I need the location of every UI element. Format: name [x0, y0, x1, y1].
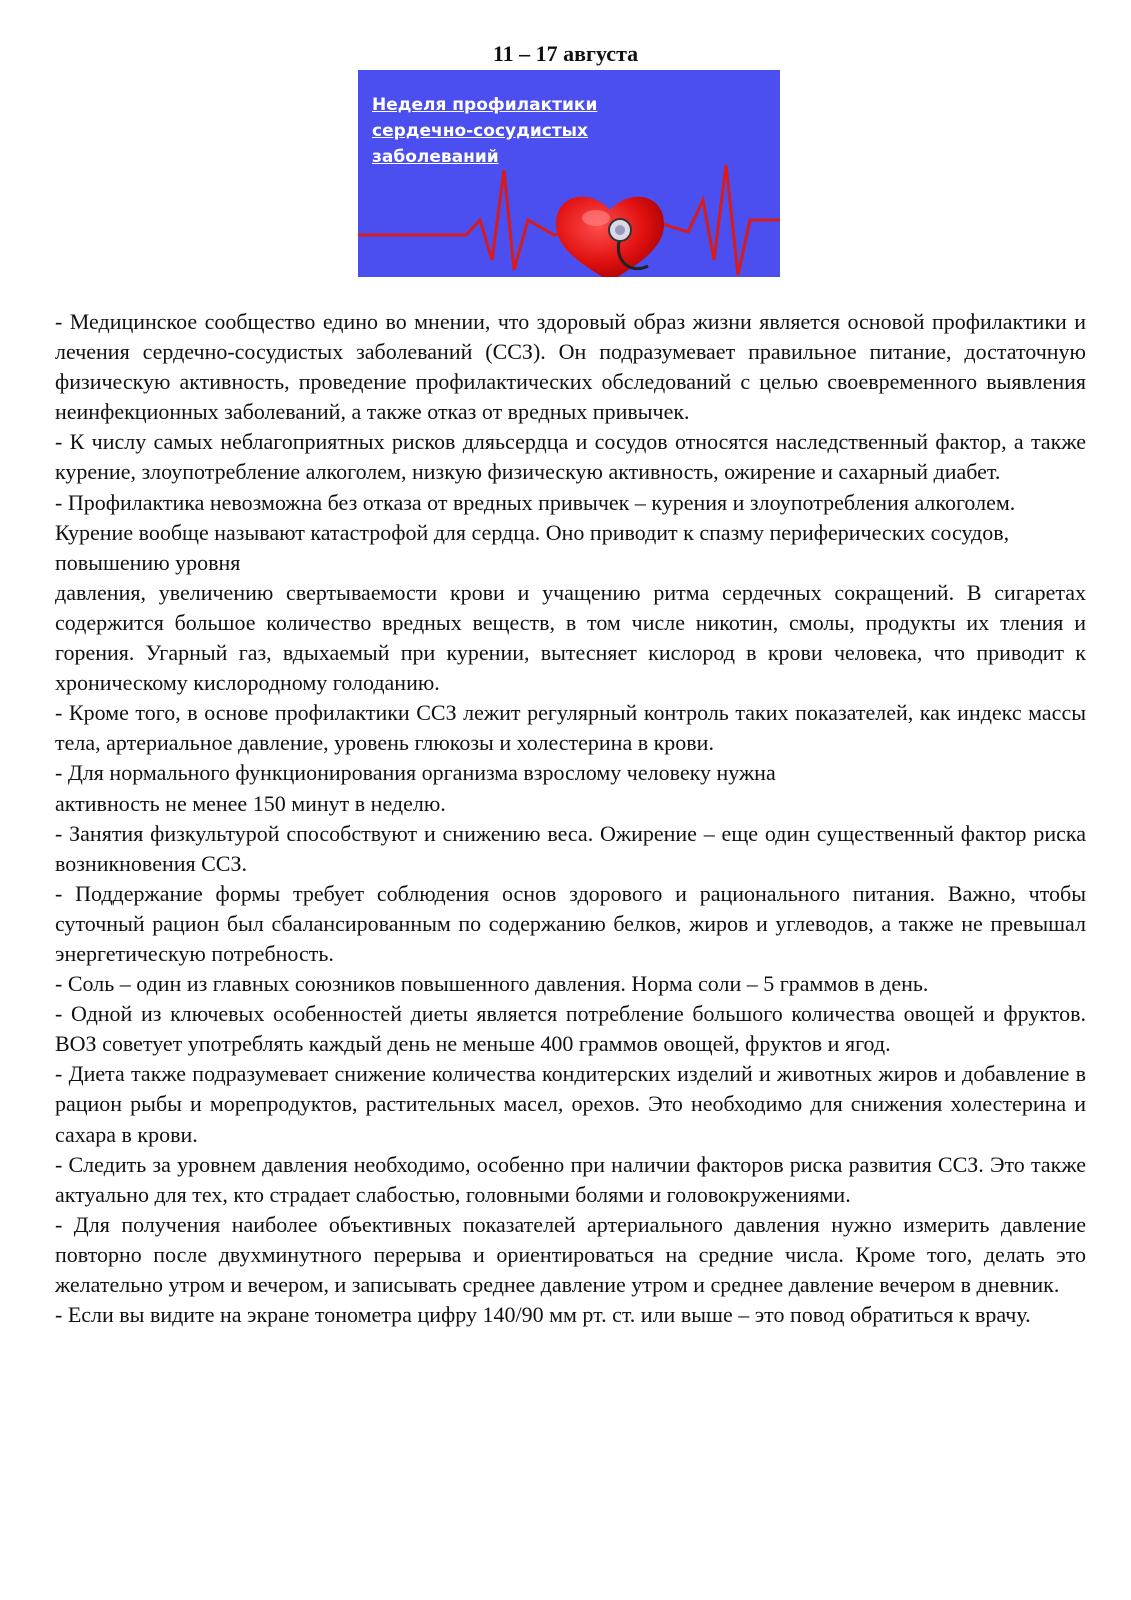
paragraph-healthy-lifestyle: - Медицинское сообщество едино во мнении, что здоровый образ жизни является основой профилактики и лечения сердечно-сосудистых заболеваний (ССЗ). Он подразумевает правильное питание, достаточную физическую активность, проведение профилактических обследований с целью своевременного выявления неинфекционных заболеваний, а также отказ от вредных привычек. — [55, 309, 1086, 425]
page-date-heading: 11 – 17 августа — [492, 41, 639, 66]
paragraph-activity-minutes: активность не менее 150 минут в неделю. — [55, 790, 446, 816]
paragraph-pressure-measurement: - Для получения наиболее объективных показателей артериального давления нужно измерить давление повторно после двухминутного перерыва и ориентироваться на средние числа. Кроме того, делать это желательно утром и вечером, и записывать среднее давление утром и среднее давление вечером в дневник. — [55, 1211, 1086, 1297]
paragraph-diet: - Диета также подразумевает снижение количества кондитерских изделий и животных жиров и добавление в рацион рыбы и морепродуктов, растительных масел, орехов. Это необходимо для снижения холестерина и сахара в крови. — [55, 1061, 1086, 1147]
paragraph-smoking-effects: давления, увеличению свертываемости крови и учащению ритма сердечных сокращений. В сигаретах содержится большое количество вредных веществ, в том числе никотин, смолы, продукты их тления и горения. Угарный газ, вдыхаемый при курении, вытесняет кислород в крови человека, что приводит к хроническому кислородному голоданию. — [55, 579, 1086, 696]
paragraph-nutrition: - Поддержание формы требует соблюдения основ здорового и рационального питания. Важно, чтобы суточный рацион был сбалансированным по содержанию белков, жиров и углеводов, а также не превышал энергетическую потребность. — [55, 880, 1086, 966]
paragraph-vegetables: - Одной из ключевых особенностей диеты является потребление большого количества овощей и фруктов. ВОЗ советует употреблять каждый день не меньше 400 граммов овощей, фруктов и ягод. — [55, 1001, 1086, 1057]
paragraph-bad-habits: - Профилактика невозможна без отказа от вредных привычек – курения и злоупотребления алкоголем. Курение вообще называют катастрофой для сердца. Оно приводит к спазму периферических сосудов, повышению уровня — [55, 489, 1016, 575]
paragraph-salt: - Соль – один из главных союзников повышенного давления. Норма соли – 5 граммов в день. — [55, 971, 929, 997]
paragraph-pressure-monitoring: - Следить за уровнем давления необходимо, особенно при наличии факторов риска развития ССЗ. Это также актуально для тех, кто страдает слабостью, головными болями и головокружениями. — [55, 1151, 1086, 1207]
banner-title: Неделя профилактики сердечно-сосудистых заболеваний — [372, 95, 598, 167]
paragraph-risk-factors: - К числу самых неблагоприятных рисков дляьсердца и сосудов относятся наследственный фактор, а также курение, злоупотребление алкоголем, низкую физическую активность, ожирение и сахарный диабет. — [55, 429, 1086, 485]
paragraph-regular-control: - Кроме того, в основе профилактики ССЗ лежит регулярный контроль таких показателей, как индекс массы тела, артериальное давление, уровень глюкозы и холестерина в крови. — [55, 700, 1086, 756]
heart-icon — [556, 197, 664, 277]
campaign-banner-image — [358, 70, 780, 277]
paragraph-exercise-weight: - Занятия физкультурой способствуют и снижению веса. Ожирение – еще один существенный фактор риска возникновения ССЗ. — [55, 820, 1086, 876]
paragraph-see-doctor: - Если вы видите на экране тонометра цифру 140/90 мм рт. ст. или выше – это повод обратиться к врачу. — [55, 1302, 1031, 1328]
paragraph-activity-need: - Для нормального функционирования организма взрослому человеку нужна — [55, 760, 776, 786]
article-body — [55, 307, 1086, 1330]
